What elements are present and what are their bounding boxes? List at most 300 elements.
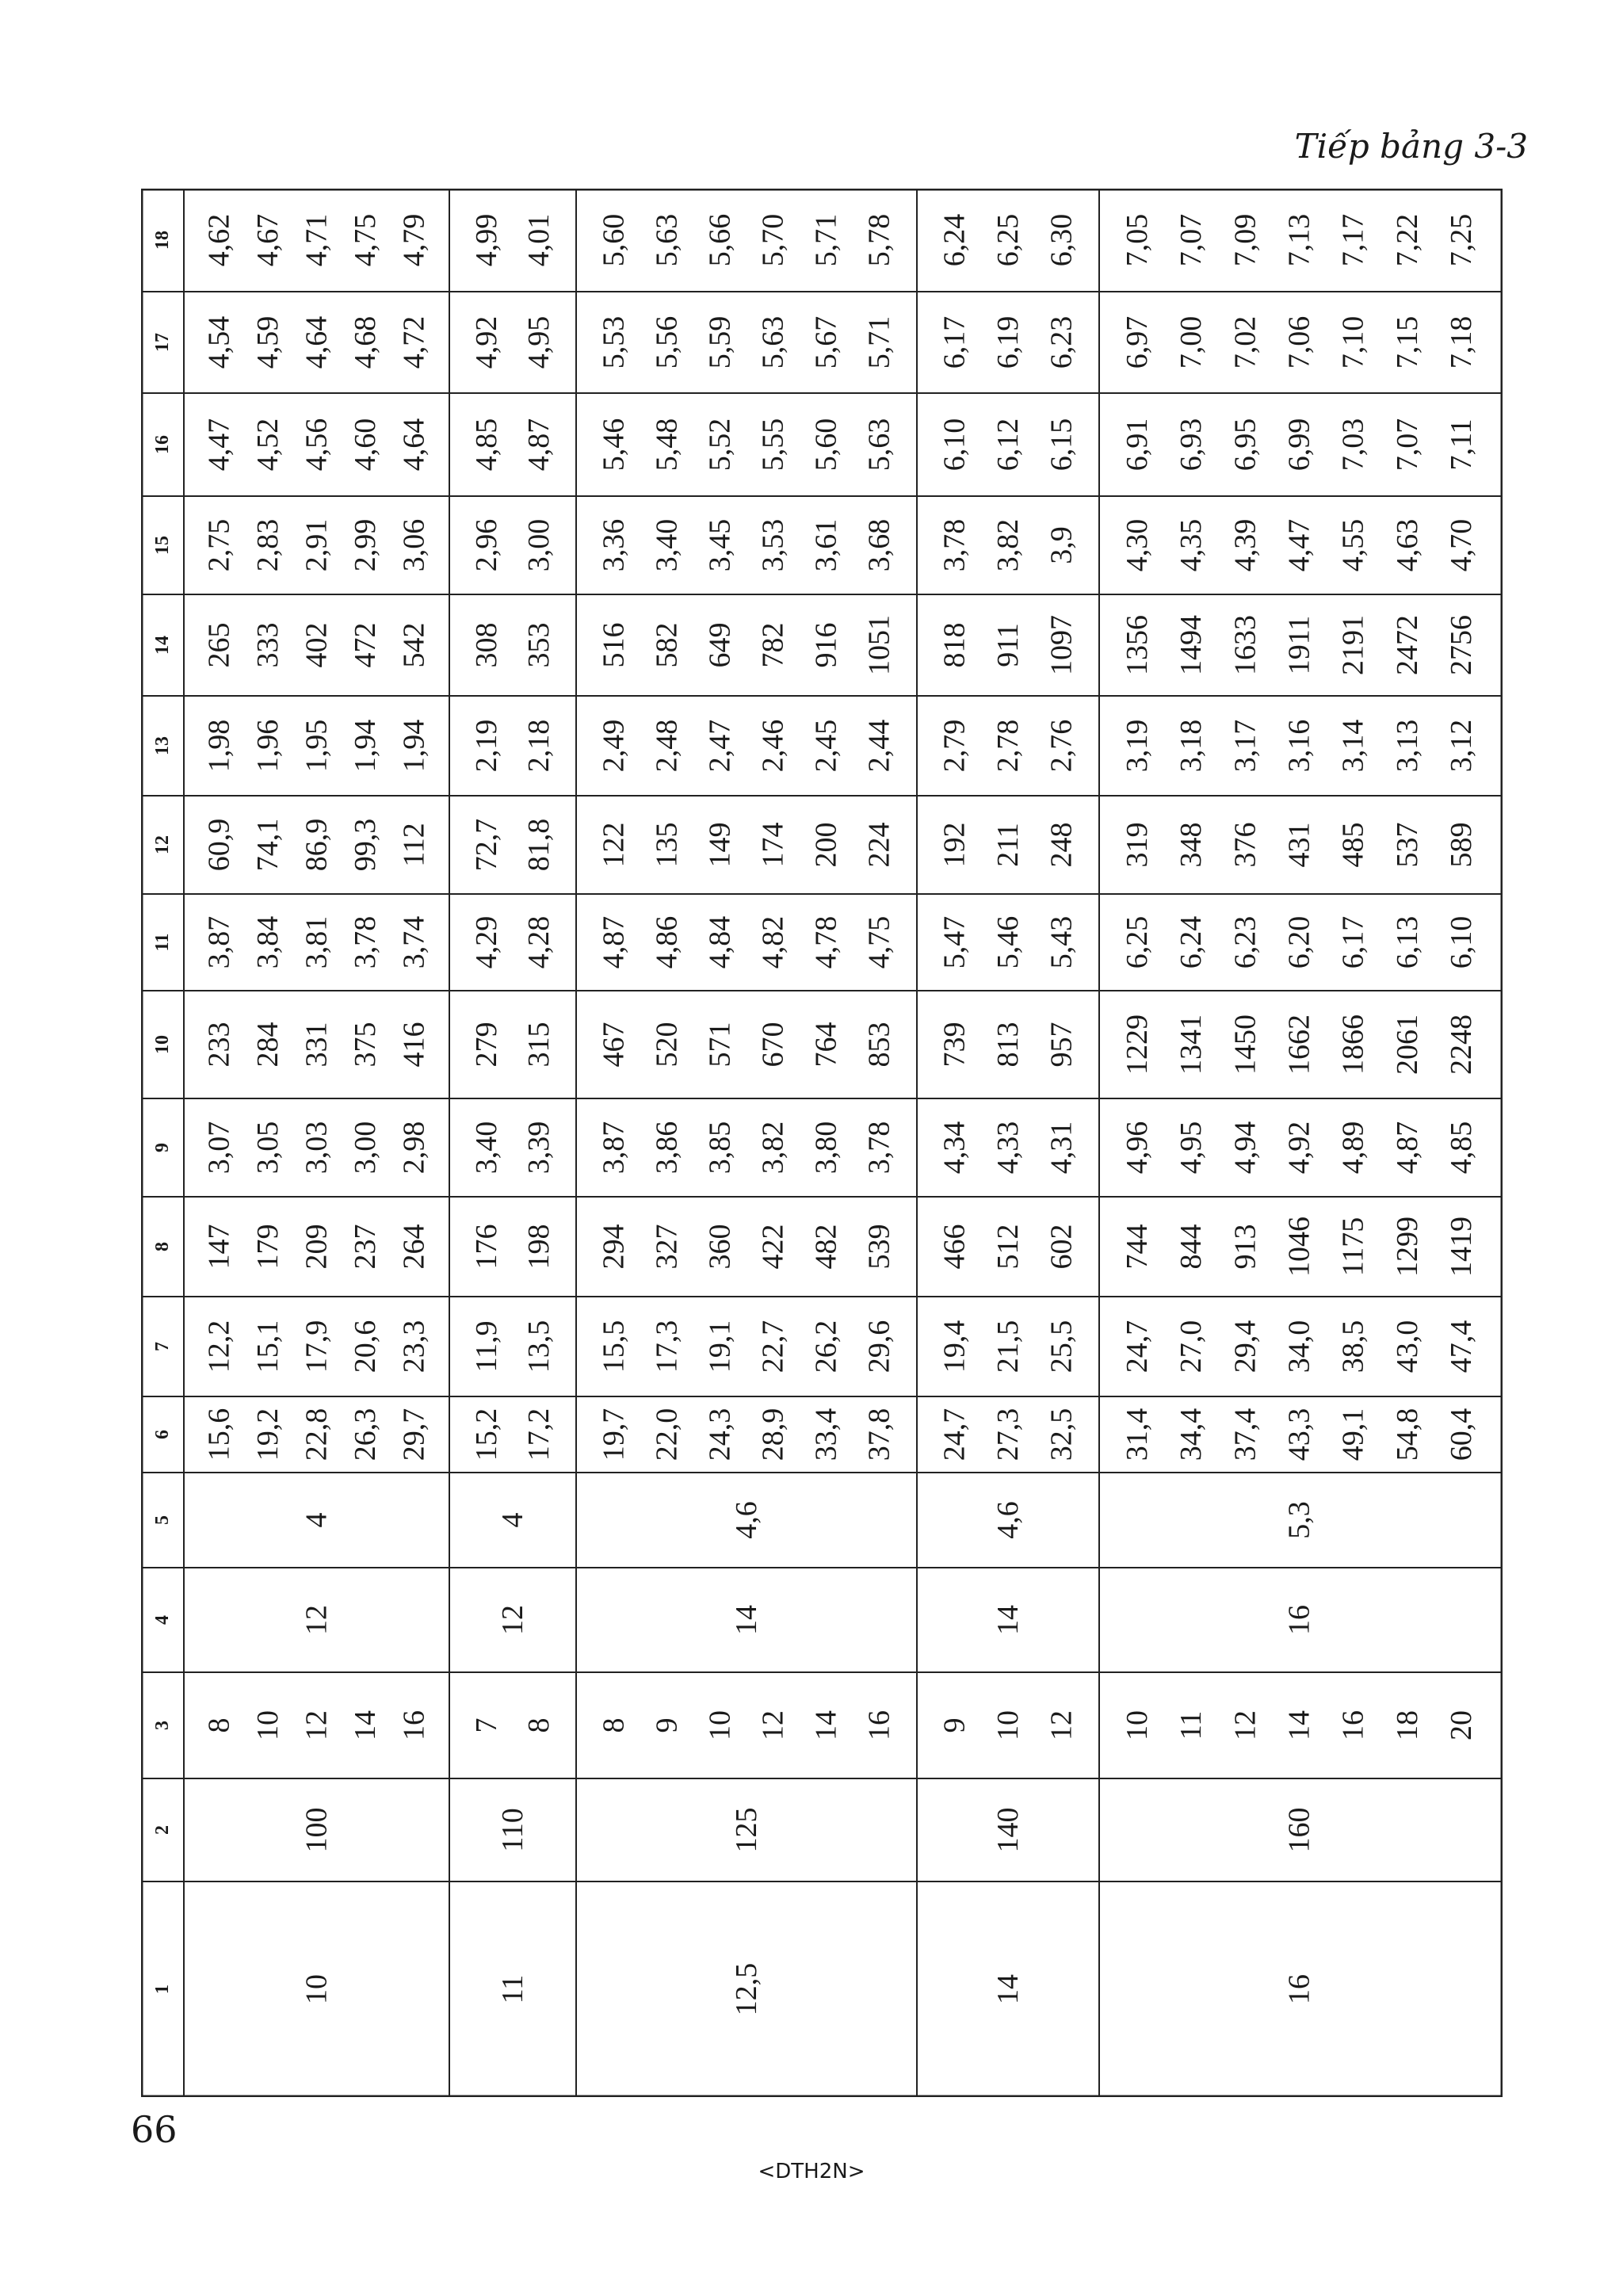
table-cell: 5,60 <box>597 213 631 267</box>
table-cell: 2472 <box>1390 615 1424 675</box>
table-cell: 1299 <box>1390 1217 1424 1277</box>
group-col4-value: 14 <box>991 1605 1025 1635</box>
table-cell: 7,15 <box>1390 315 1424 369</box>
column-header: 10 <box>152 1035 173 1054</box>
group-col4-value: 12 <box>496 1605 529 1635</box>
table-cell: 24,7 <box>938 1408 972 1461</box>
table-cell: 3,87 <box>202 915 236 969</box>
table-cell: 3,17 <box>1228 719 1262 773</box>
table-cell: 4,79 <box>397 213 431 267</box>
table-cell: 4,60 <box>348 418 382 472</box>
table-cell: 6,10 <box>1444 915 1478 969</box>
table-cell: 2,79 <box>938 719 972 773</box>
column-header: 14 <box>152 636 173 655</box>
table-cell: 284 <box>251 1022 285 1068</box>
table-cell: 813 <box>991 1022 1025 1068</box>
table-cell: 4,82 <box>756 915 790 969</box>
table-cell: 6,23 <box>1044 315 1079 369</box>
table-cell: 5,67 <box>809 315 843 369</box>
table-cell: 3,07 <box>202 1121 236 1175</box>
table-cell: 147 <box>202 1224 236 1270</box>
table-cell: 4,89 <box>1336 1121 1370 1175</box>
table-cell: 3,18 <box>1174 719 1209 773</box>
table-cell: 6,17 <box>1336 915 1370 969</box>
table-cell: 375 <box>348 1022 382 1068</box>
table-cell: 2,83 <box>251 518 285 572</box>
column-header: 5 <box>152 1515 173 1525</box>
table-cell: 402 <box>300 622 334 668</box>
table-cell: 2,99 <box>348 518 382 572</box>
table-cell: 3,36 <box>597 518 631 572</box>
table-cell: 1341 <box>1174 1014 1209 1075</box>
table-cell: 520 <box>650 1022 684 1068</box>
table-cell: 2,47 <box>703 719 737 773</box>
table-cell: 7,10 <box>1336 315 1370 369</box>
column-header: 8 <box>152 1242 173 1251</box>
table-cell: 8 <box>202 1717 236 1733</box>
table-cell: 3,85 <box>703 1121 737 1175</box>
table-cell: 485 <box>1336 822 1370 868</box>
table-cell: 4,92 <box>1282 1121 1316 1175</box>
table-cell: 19,1 <box>703 1320 737 1373</box>
table-cell: 3,9 <box>1044 526 1079 564</box>
table-cell: 4,64 <box>397 418 431 472</box>
group-col2-value: 100 <box>300 1807 334 1853</box>
table-cell: 5,56 <box>650 315 684 369</box>
table-cell: 2,45 <box>809 719 843 773</box>
table-cell: 5,63 <box>756 315 790 369</box>
table-cell: 15,5 <box>597 1320 631 1373</box>
table-cell: 11,9 <box>470 1320 503 1373</box>
table-cell: 248 <box>1044 822 1079 868</box>
table-cell: 4,56 <box>300 418 334 472</box>
column-header: 18 <box>152 231 173 250</box>
table-cell: 4,34 <box>938 1121 972 1175</box>
table-cell: 15,2 <box>470 1408 503 1461</box>
column-header: 4 <box>152 1615 173 1625</box>
table-cell: 3,78 <box>938 518 972 572</box>
table-cell: 4,55 <box>1336 518 1370 572</box>
table-cell: 539 <box>862 1224 896 1270</box>
table-cell: 34,4 <box>1174 1408 1209 1461</box>
table-cell: 22,7 <box>756 1320 790 1373</box>
table-cell: 43,3 <box>1282 1408 1316 1461</box>
table-cell: 4,87 <box>597 915 631 969</box>
table-cell: 10 <box>251 1710 285 1740</box>
table-cell: 72,7 <box>470 818 503 872</box>
table-cell: 1,98 <box>202 719 236 773</box>
table-cell: 3,06 <box>397 518 431 572</box>
table-cell: 4,70 <box>1444 518 1478 572</box>
table-cell: 2,76 <box>1044 719 1079 773</box>
table-cell: 6,23 <box>1228 915 1262 969</box>
column-header: 1 <box>152 1985 173 1994</box>
table-cell: 4,28 <box>522 915 556 969</box>
table-cell: 6,24 <box>938 213 972 267</box>
table-cell: 12,2 <box>202 1320 236 1373</box>
table-cell: 1911 <box>1282 615 1316 675</box>
table-cell: 5,70 <box>756 213 790 267</box>
table-cell: 22,8 <box>300 1408 334 1461</box>
table-cell: 4,99 <box>470 213 503 267</box>
table-cell: 27,0 <box>1174 1320 1209 1373</box>
group-col1-value: 12,5 <box>730 1962 763 2016</box>
table-cell: 4,35 <box>1174 518 1209 572</box>
table-cell: 7,03 <box>1336 418 1370 472</box>
table-cell: 200 <box>809 822 843 868</box>
table-cell: 6,19 <box>991 315 1025 369</box>
table-cell: 582 <box>650 622 684 668</box>
table-cell: 4,47 <box>202 418 236 472</box>
table-cell: 649 <box>703 622 737 668</box>
table-cell: 10 <box>1121 1710 1155 1740</box>
table-cell: 4,87 <box>522 418 556 472</box>
table-cell: 7,13 <box>1282 213 1316 267</box>
table-cell: 16 <box>862 1710 896 1740</box>
table-cell: 22,0 <box>650 1408 684 1461</box>
table-cell: 5,60 <box>809 418 843 472</box>
table-cell: 135 <box>650 822 684 868</box>
table-cell: 348 <box>1174 822 1209 868</box>
table-cell: 18 <box>1390 1710 1424 1740</box>
table-cell: 3,82 <box>756 1121 790 1175</box>
table-cell: 112 <box>397 823 431 867</box>
table-cell: 589 <box>1444 822 1478 868</box>
table-cell: 15,6 <box>202 1408 236 1461</box>
group-col2-value: 140 <box>991 1807 1025 1853</box>
table-cell: 4,72 <box>397 315 431 369</box>
table-cell: 6,99 <box>1282 418 1316 472</box>
table-cell: 99,3 <box>348 818 382 872</box>
table-cell: 4,94 <box>1228 1121 1262 1175</box>
table-cell: 209 <box>300 1224 334 1270</box>
table-cell: 5,63 <box>862 418 896 472</box>
table-cell: 20,6 <box>348 1320 382 1373</box>
table-cell: 4,96 <box>1121 1121 1155 1175</box>
table-cell: 7,05 <box>1121 213 1155 267</box>
table-cell: 331 <box>300 1022 334 1068</box>
table-cell: 25,5 <box>1044 1320 1079 1373</box>
table-cell: 4,63 <box>1390 518 1424 572</box>
table-cell: 12 <box>1044 1710 1079 1740</box>
table-cell: 2,96 <box>470 518 503 572</box>
table-cell: 1356 <box>1121 615 1155 675</box>
footer-mark: <DTH2N> <box>758 2160 865 2183</box>
group-col2-value: 110 <box>496 1808 529 1852</box>
table-cell: 4,92 <box>470 315 503 369</box>
table-cell: 2756 <box>1444 615 1478 675</box>
table-cell: 4,95 <box>522 315 556 369</box>
table-cell: 7,25 <box>1444 213 1478 267</box>
table-cell: 4,84 <box>703 915 737 969</box>
table-cell: 7,22 <box>1390 213 1424 267</box>
table-cell: 3,00 <box>348 1121 382 1175</box>
table-cell: 1419 <box>1444 1217 1478 1277</box>
table-cell: 47,4 <box>1444 1320 1478 1373</box>
table-cell: 2191 <box>1336 615 1370 675</box>
table-cell: 7,00 <box>1174 315 1209 369</box>
table-cell: 7,07 <box>1390 418 1424 472</box>
column-header: 6 <box>152 1430 173 1439</box>
table-cell: 12 <box>756 1710 790 1740</box>
table-cell: 4,75 <box>348 213 382 267</box>
table-cell: 4,67 <box>251 213 285 267</box>
group-col4-value: 16 <box>1282 1605 1316 1635</box>
group-col1-value: 14 <box>991 1974 1025 2004</box>
table-cell: 308 <box>470 622 503 668</box>
table-cell: 7,17 <box>1336 213 1370 267</box>
group-col4-value: 12 <box>300 1605 334 1635</box>
table-cell: 3,03 <box>300 1121 334 1175</box>
table-cell: 3,61 <box>809 518 843 572</box>
group-col5-value: 4 <box>300 1512 334 1528</box>
table-cell: 542 <box>397 622 431 668</box>
table-cell: 6,30 <box>1044 213 1079 267</box>
table-cell: 3,19 <box>1121 719 1155 773</box>
table-cell: 360 <box>703 1224 737 1270</box>
table-cell: 3,13 <box>1390 719 1424 773</box>
table-cell: 7,07 <box>1174 213 1209 267</box>
table-cell: 5,46 <box>991 915 1025 969</box>
column-header: 11 <box>152 933 173 952</box>
group-col1-value: 11 <box>496 1974 529 2004</box>
table-cell: 14 <box>348 1710 382 1740</box>
table-cell: 782 <box>756 622 790 668</box>
table-cell: 3,87 <box>597 1121 631 1175</box>
table-cell: 2,48 <box>650 719 684 773</box>
table-cell: 467 <box>597 1022 631 1068</box>
table-cell: 31,4 <box>1121 1408 1155 1461</box>
page-number: 66 <box>131 2108 178 2151</box>
table-cell: 1229 <box>1121 1014 1155 1075</box>
table-cell: 19,2 <box>251 1408 285 1461</box>
table-cell: 38,5 <box>1336 1320 1370 1373</box>
table-cell: 149 <box>703 822 737 868</box>
table-cell: 602 <box>1044 1224 1079 1270</box>
table-cell: 81,8 <box>522 818 556 872</box>
table-cell: 5,71 <box>862 315 896 369</box>
table-cell: 86,9 <box>300 818 334 872</box>
group-col2-value: 125 <box>730 1807 763 1853</box>
group-col5-value: 4,6 <box>730 1501 763 1539</box>
data-table <box>141 189 1503 2097</box>
table-cell: 4,62 <box>202 213 236 267</box>
group-col5-value: 4,6 <box>991 1501 1025 1539</box>
table-cell: 60,9 <box>202 818 236 872</box>
table-cell: 3,74 <box>397 915 431 969</box>
table-cell: 6,91 <box>1121 418 1155 472</box>
rotated-table-svg <box>141 189 1503 2097</box>
table-cell: 54,8 <box>1390 1408 1424 1461</box>
table-cell: 3,05 <box>251 1121 285 1175</box>
table-cell: 21,5 <box>991 1320 1025 1373</box>
column-header: 12 <box>152 835 173 854</box>
table-cell: 37,8 <box>862 1408 896 1461</box>
table-cell: 4,95 <box>1174 1121 1209 1175</box>
table-cell: 3,82 <box>991 518 1025 572</box>
table-cell: 60,4 <box>1444 1408 1478 1461</box>
table-cell: 24,7 <box>1121 1320 1155 1373</box>
table-cell: 1046 <box>1282 1217 1316 1277</box>
table-cell: 5,52 <box>703 418 737 472</box>
table-cell: 482 <box>809 1224 843 1270</box>
table-cell: 6,97 <box>1121 315 1155 369</box>
table-cell: 17,2 <box>522 1408 556 1461</box>
table-cell: 916 <box>809 622 843 668</box>
table-cell: 7,11 <box>1444 418 1478 471</box>
table-cell: 4,30 <box>1121 518 1155 572</box>
table-cell: 2061 <box>1390 1014 1424 1075</box>
table-cell: 516 <box>597 622 631 668</box>
table-cell: 3,00 <box>522 518 556 572</box>
table-cell: 32,5 <box>1044 1408 1079 1461</box>
table-cell: 6,12 <box>991 418 1025 472</box>
table-cell: 3,14 <box>1336 719 1370 773</box>
table-cell: 5,47 <box>938 915 972 969</box>
table-cell: 5,55 <box>756 418 790 472</box>
table-cell: 28,9 <box>756 1408 790 1461</box>
table-cell: 8 <box>522 1717 556 1733</box>
table-cell: 537 <box>1390 822 1424 868</box>
table-cell: 5,71 <box>809 213 843 267</box>
table-cell: 4,52 <box>251 418 285 472</box>
table-cell: 7,09 <box>1228 213 1262 267</box>
table-cell: 16 <box>1336 1710 1370 1740</box>
table-cell: 198 <box>522 1224 556 1270</box>
table-cell: 4,29 <box>470 915 503 969</box>
table-cell: 7 <box>470 1717 503 1733</box>
table-cell: 176 <box>470 1224 503 1270</box>
table-cell: 1494 <box>1174 615 1209 675</box>
table-cell: 3,78 <box>348 915 382 969</box>
table-cell: 4,54 <box>202 315 236 369</box>
table-cell: 5,78 <box>862 213 896 267</box>
table-cell: 2,78 <box>991 719 1025 773</box>
table-cell: 4,68 <box>348 315 382 369</box>
table-cell: 4,86 <box>650 915 684 969</box>
table-cell: 4,85 <box>1444 1121 1478 1175</box>
table-cell: 3,80 <box>809 1121 843 1175</box>
table-cell: 416 <box>397 1022 431 1068</box>
table-cell: 571 <box>703 1022 737 1068</box>
table-cell: 9 <box>650 1717 684 1733</box>
table-cell: 3,84 <box>251 915 285 969</box>
table-cell: 4,85 <box>470 418 503 472</box>
table-cell: 913 <box>1228 1224 1262 1270</box>
table-cell: 12 <box>300 1710 334 1740</box>
table-cell: 26,3 <box>348 1408 382 1461</box>
column-header: 2 <box>152 1825 173 1835</box>
table-cell: 33,4 <box>809 1408 843 1461</box>
table-cell: 192 <box>938 822 972 868</box>
table-cell: 1,96 <box>251 719 285 773</box>
table-cell: 6,25 <box>1121 915 1155 969</box>
table-cell: 27,3 <box>991 1408 1025 1461</box>
table-cell: 844 <box>1174 1224 1209 1270</box>
table-cell: 5,63 <box>650 213 684 267</box>
table-cell: 37,4 <box>1228 1408 1262 1461</box>
table-cell: 2,75 <box>202 518 236 572</box>
table-cell: 3,86 <box>650 1121 684 1175</box>
column-header: 9 <box>152 1143 173 1152</box>
table-cell: 1,94 <box>348 719 382 773</box>
table-cell: 853 <box>862 1022 896 1068</box>
table-cell: 233 <box>202 1022 236 1068</box>
table-cell: 3,40 <box>650 518 684 572</box>
table-cell: 16 <box>397 1710 431 1740</box>
table-cell: 353 <box>522 622 556 668</box>
table-cell: 957 <box>1044 1022 1079 1068</box>
table-cell: 670 <box>756 1022 790 1068</box>
table-cell: 24,3 <box>703 1408 737 1461</box>
table-cell: 5,46 <box>597 418 631 472</box>
table-cell: 6,95 <box>1228 418 1262 472</box>
table-cell: 74,1 <box>251 818 285 872</box>
table-cell: 13,5 <box>522 1320 556 1373</box>
table-cell: 3,39 <box>522 1121 556 1175</box>
table-cell: 17,9 <box>300 1320 334 1373</box>
group-col1-value: 16 <box>1282 1974 1316 2004</box>
table-cell: 7,06 <box>1282 315 1316 369</box>
table-cell: 211 <box>991 823 1025 867</box>
table-cell: 6,13 <box>1390 915 1424 969</box>
table-cell: 9 <box>938 1717 972 1733</box>
column-header: 16 <box>152 435 173 454</box>
table-cell: 1450 <box>1228 1014 1262 1075</box>
table-cell: 4,71 <box>300 213 334 267</box>
table-cell: 8 <box>597 1717 631 1733</box>
table-cell: 29,6 <box>862 1320 896 1373</box>
table-cell: 14 <box>809 1710 843 1740</box>
table-cell: 4,64 <box>300 315 334 369</box>
table-cell: 744 <box>1121 1224 1155 1270</box>
table-cell: 19,7 <box>597 1408 631 1461</box>
table-cell: 34,0 <box>1282 1320 1316 1373</box>
table-cell: 818 <box>938 622 972 668</box>
table-cell: 29,7 <box>397 1408 431 1461</box>
table-cell: 11 <box>1174 1710 1209 1740</box>
table-cell: 3,40 <box>470 1121 503 1175</box>
table-cell: 3,68 <box>862 518 896 572</box>
column-header: 3 <box>152 1721 173 1730</box>
table-cell: 5,48 <box>650 418 684 472</box>
table-cell: 4,39 <box>1228 518 1262 572</box>
table-cell: 327 <box>650 1224 684 1270</box>
table-cell: 3,81 <box>300 915 334 969</box>
table-cell: 6,24 <box>1174 915 1209 969</box>
table-cell: 20 <box>1444 1710 1478 1740</box>
table-cell: 12 <box>1228 1710 1262 1740</box>
table-cell: 49,1 <box>1336 1408 1370 1461</box>
table-cell: 43,0 <box>1390 1320 1424 1373</box>
table-cell: 431 <box>1282 822 1316 868</box>
table-cell: 4,31 <box>1044 1121 1079 1175</box>
table-cell: 764 <box>809 1022 843 1068</box>
table-cell: 4,33 <box>991 1121 1025 1175</box>
table-cell: 512 <box>991 1224 1025 1270</box>
table-cell: 2,44 <box>862 719 896 773</box>
column-header: 13 <box>152 736 173 755</box>
table-cell: 1051 <box>862 615 896 675</box>
table-cell: 5,66 <box>703 213 737 267</box>
table-cell: 294 <box>597 1224 631 1270</box>
table-cell: 3,16 <box>1282 719 1316 773</box>
table-cell: 422 <box>756 1224 790 1270</box>
table-cell: 315 <box>522 1022 556 1068</box>
table-cell: 6,15 <box>1044 418 1079 472</box>
table-cell: 3,12 <box>1444 719 1478 773</box>
table-cell: 1097 <box>1044 615 1079 675</box>
